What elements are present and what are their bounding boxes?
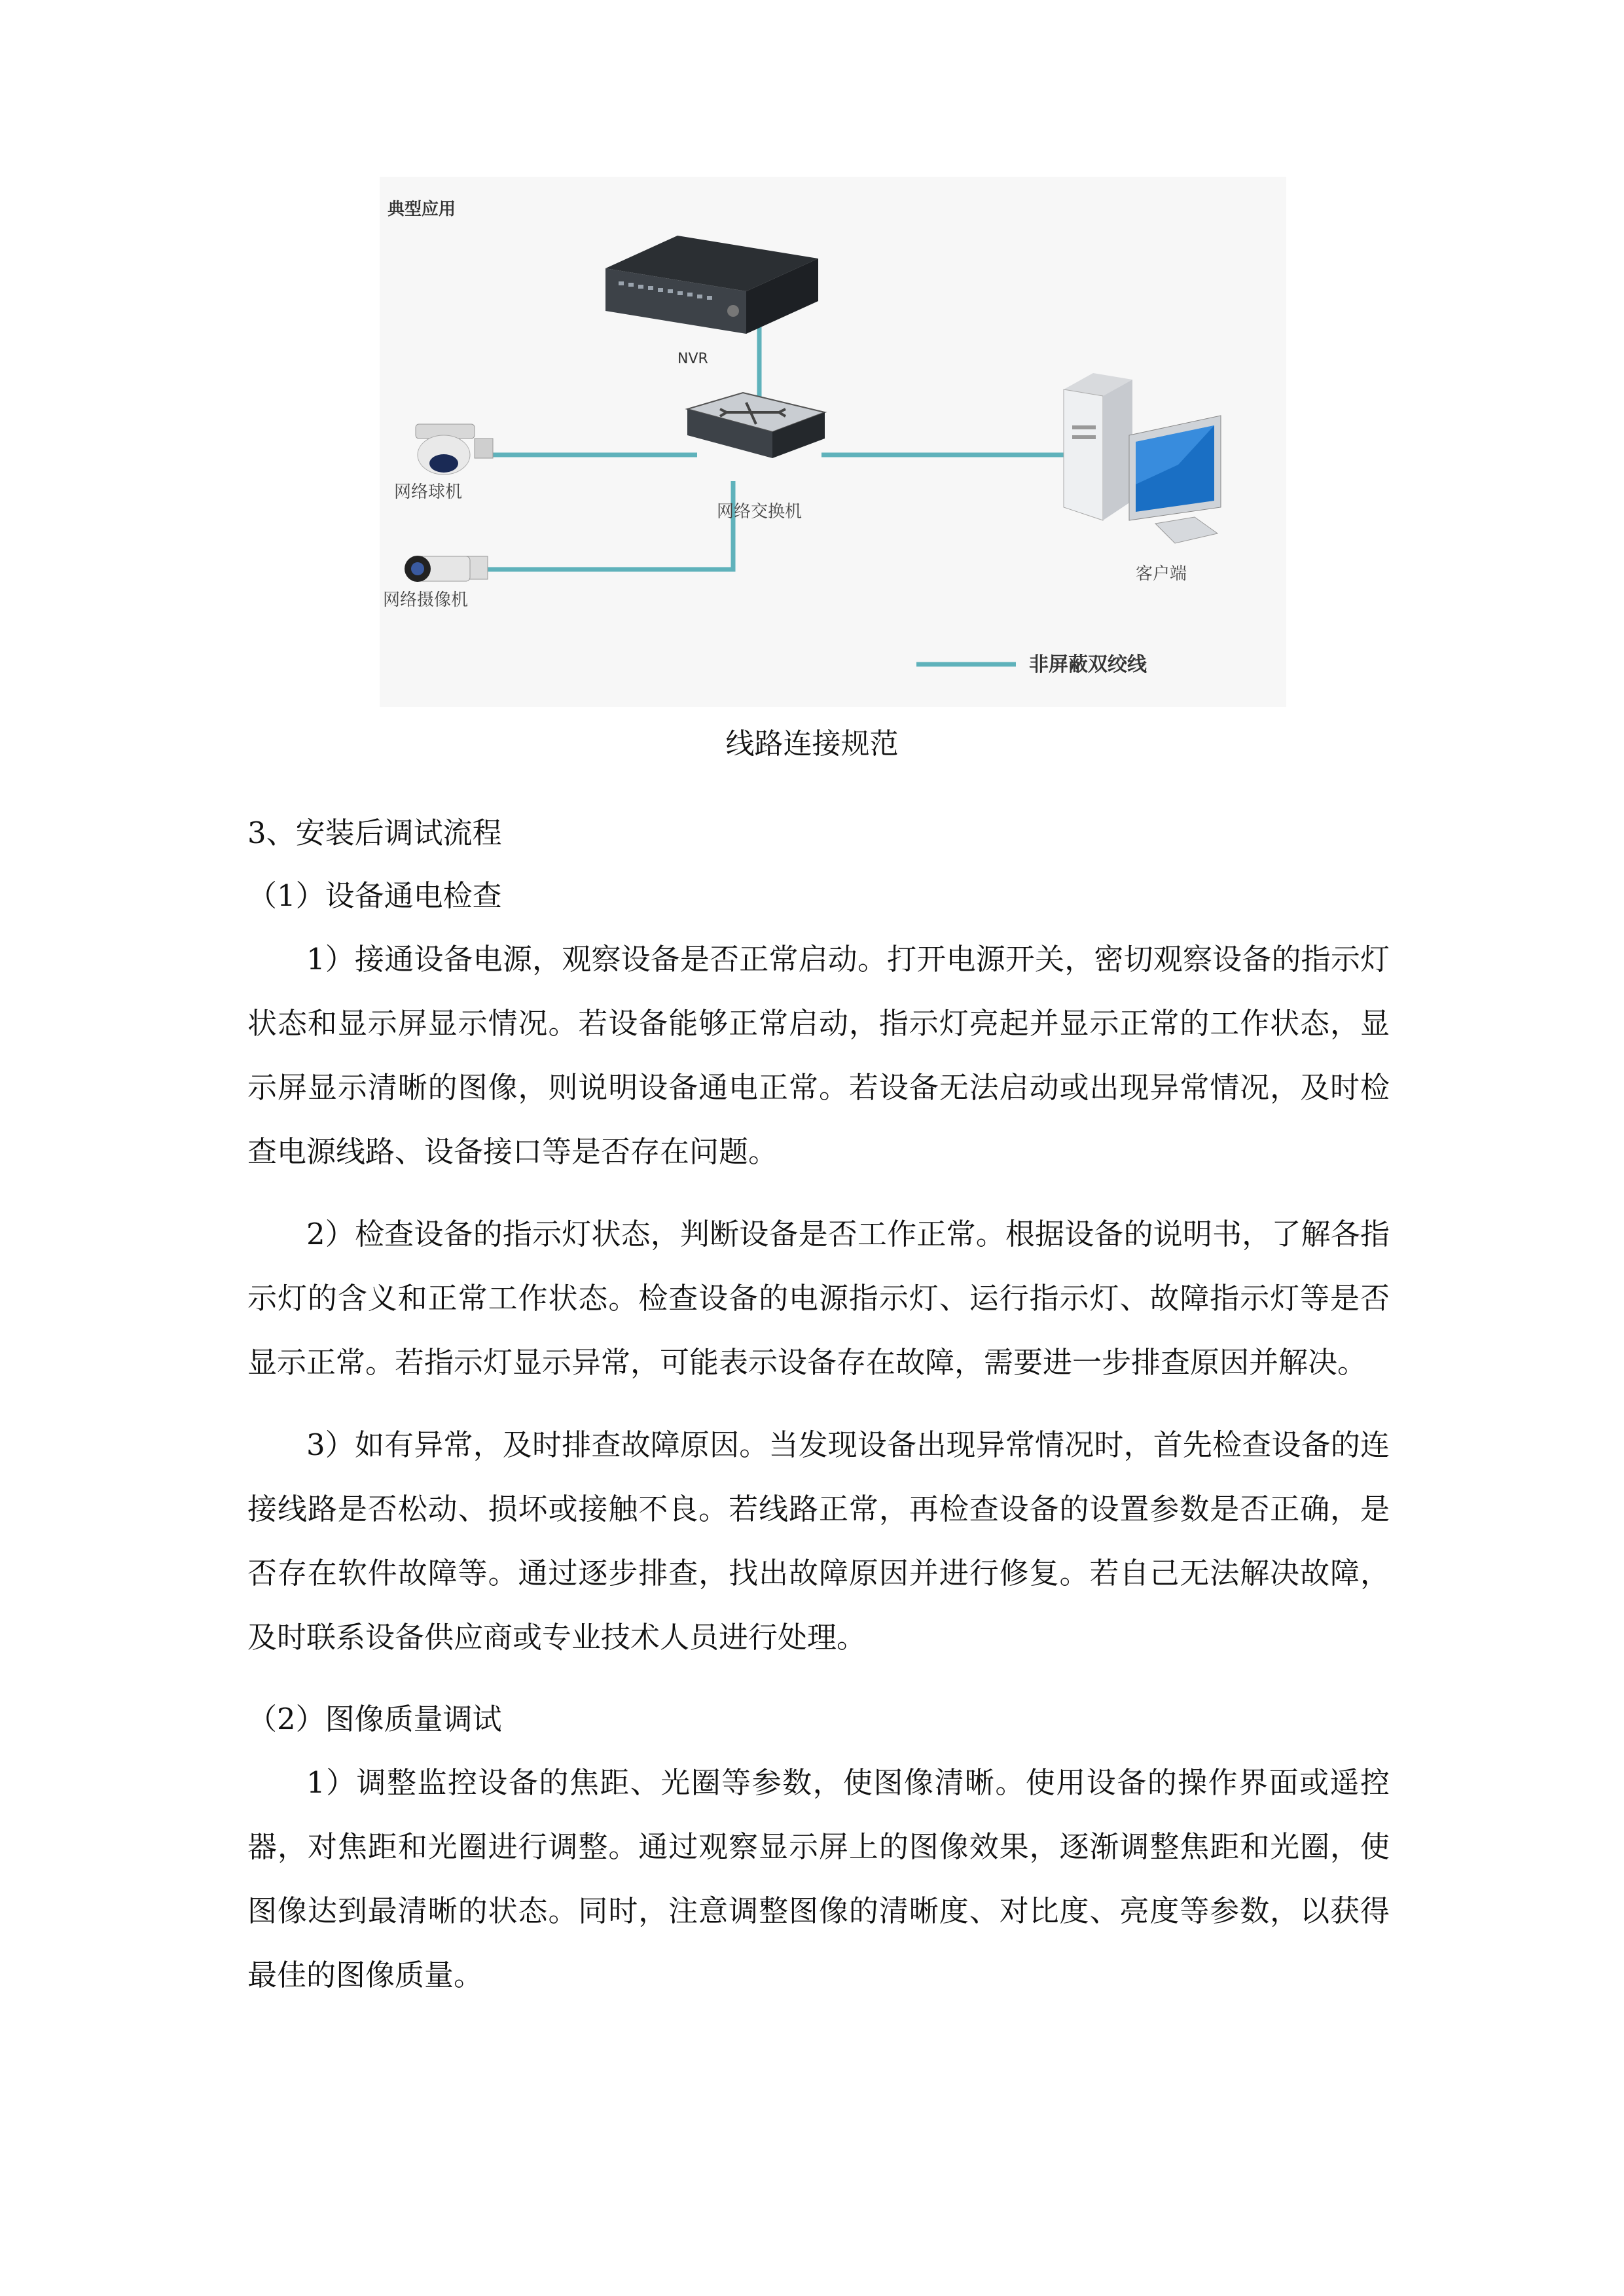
paragraph: 1）接通设备电源，观察设备是否正常启动。打开电源开关，密切观察设备的指示灯状态和显示屏显示情况。若设备能够正常启动，指示灯亮起并显示正常的工作状态，显示屏显示清晰的图像，则说明设备通电正常。若设备无法启动或出现异常情况，及时检查电源线路、设备接口等是否存在问题。	[247, 942, 1390, 1169]
client-label: 客户端	[1136, 564, 1187, 584]
subsection-title-power-check: （1）设备通电检查	[247, 878, 502, 913]
diagram-title: 典型应用	[388, 200, 456, 219]
subsection-title-image-quality: （2）图像质量调试	[247, 1702, 502, 1736]
dome-label: 网络球机	[394, 482, 463, 502]
switch-label: 网络交换机	[717, 502, 803, 522]
paragraph: 1）调整监控设备的焦距、光圈等参数，使图像清晰。使用设备的操作界面或遥控器，对焦距和光圈进行调整。通过观察显示屏上的图像效果，逐渐调整焦距和光圈，使图像达到最清晰的状态。同时，注意调整图像的清晰度、对比度、亮度等参数，以获得最佳的图像质量。	[247, 1765, 1390, 1992]
figure-caption: 线路连接规范	[725, 727, 899, 761]
network-diagram	[380, 177, 1286, 707]
nvr-label: NVR	[677, 351, 708, 367]
section-heading: 3、安装后调试流程	[247, 816, 502, 850]
paragraph: 2）检查设备的指示灯状态，判断设备是否工作正常。根据设备的说明书，了解各指示灯的含义和正常工作状态。检查设备的电源指示灯、运行指示灯、故障指示灯等是否显示正常。若指示灯显示异常，可能表示设备存在故障，需要进一步排查原因并解决。	[247, 1217, 1390, 1380]
document-body	[247, 802, 1390, 2026]
camera-label: 网络摄像机	[383, 590, 469, 610]
legend-label: 非屏蔽双绞线	[1029, 653, 1147, 676]
paragraph: 3）如有异常，及时排查故障原因。当发现设备出现异常情况时，首先检查设备的连接线路是否松动、损坏或接触不良。若线路正常，再检查设备的设置参数是否正确，是否存在软件故障等。通过逐步排查，找出故障原因并进行修复。若自己无法解决故障，及时联系设备供应商或专业技术人员进行处理。	[247, 1427, 1390, 1655]
